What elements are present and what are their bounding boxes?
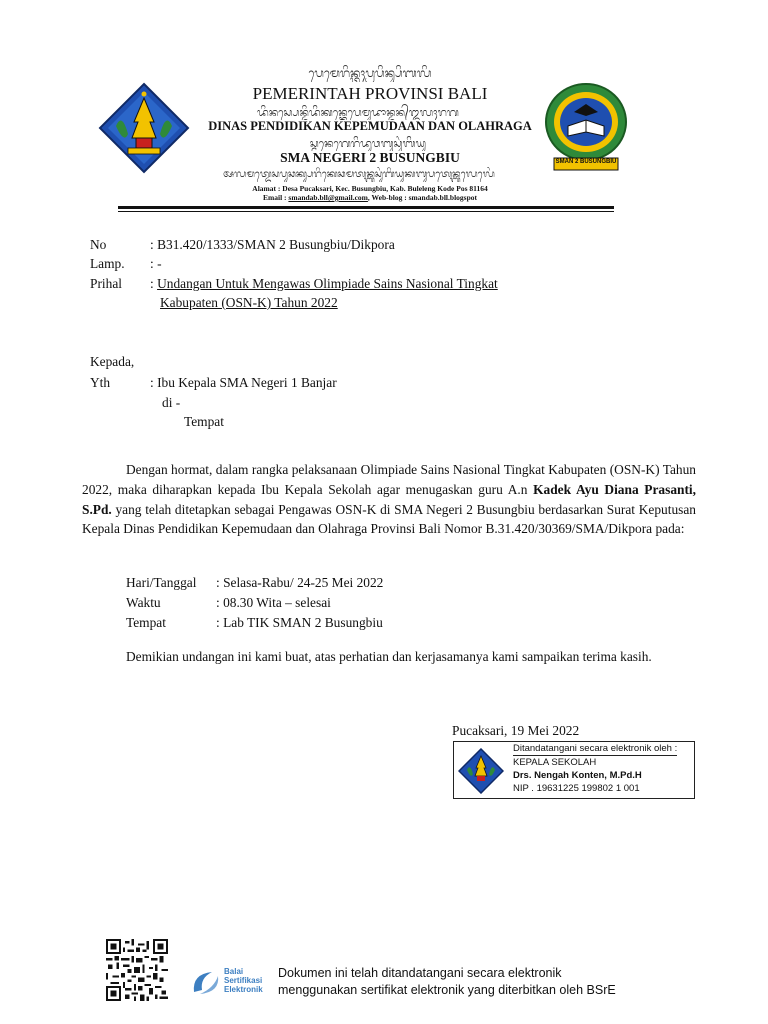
lamp-label: Lamp. — [90, 256, 125, 271]
e-signature-box — [453, 741, 695, 799]
bsre-swirl-icon — [190, 968, 222, 998]
prihal-value — [150, 274, 498, 294]
school-emblem-caption: SMAN 2 BUSUNGBIU — [555, 159, 617, 165]
yth-value: : Ibu Kepala SMA Negeri 1 Banjar — [150, 375, 337, 390]
opening-text-b: yang telah ditetapkan sebagai Pengawas OSN-K di SMA Negeri 2 Busungbiu berdasarkan Surat Keputusan Kepala Dinas Pendidikan Kepemudaan dan Olahraga Provinsi Bali Nomor B.31.420/30369/SMA/Dikpora pada: — [82, 501, 696, 537]
bsre-logo — [190, 964, 276, 1000]
yth-label: Yth — [90, 375, 111, 390]
schedule-place-value: : Lab TIK SMAN 2 Busungbiu — [216, 615, 383, 630]
prihal-subject-line-1: Undangan Untuk Mengawas Olimpiade Sains Nasional Tingkat — [157, 276, 498, 291]
script-line-department: ᬤᬶᬦᬲ᭄ᬧᬾᬦ᭄ᬤᬶᬤᬶᬓᬦ᭄ᬓᬾᬧᬾᬫᬸᬤᬵᬦ᭄ᬤᬦ᭄ᬑᬮᬄᬭᬕ — [257, 106, 459, 119]
tempat-label: Tempat — [184, 414, 224, 429]
blog-label: , Web-blog : — [367, 193, 409, 202]
signer-name: Drs. Nengah Konten, M.Pd.H — [513, 770, 642, 781]
closing-paragraph: Demikian undangan ini kami buat, atas perhatian dan kerjasamanya kami sampaikan terima kasih. — [126, 649, 652, 664]
bali-province-emblem-small — [458, 748, 504, 794]
prihal-subject-line-2: Kabupaten (OSN-K) Tahun 2022 — [160, 295, 338, 310]
place-date: Pucaksari, 19 Mei 2022 — [452, 723, 580, 738]
contact-line — [190, 193, 550, 202]
government-title: PEMERINTAH PROVINSI BALI — [252, 84, 488, 103]
prihal-label: Prihal — [90, 276, 122, 291]
address-line: Alamat : Desa Pucaksari, Kec. Busungbiu, Kab. Buleleng Kode Pos 81164 — [252, 184, 488, 193]
schedule-time-label: Waktu — [126, 595, 161, 610]
lamp-value: : - — [150, 256, 162, 271]
opening-paragraph — [82, 460, 696, 539]
bsre-text-1: Balai — [224, 967, 244, 976]
school-title: SMA NEGERI 2 BUSUNGBIU — [280, 150, 460, 165]
department-title: DINAS PENDIDIKAN KEPEMUDAAN DAN OLAHRAGA — [208, 119, 532, 133]
blog-link[interactable]: smandab.bll.blogspot — [408, 193, 477, 202]
e-signature-notice-line-1: Dokumen ini telah ditandatangani secara elektronik — [278, 966, 562, 980]
recipient-block — [90, 352, 590, 432]
email-link[interactable]: smandab.bll@gmail.com — [288, 193, 368, 202]
bsre-text-2: Sertifikasi — [224, 976, 263, 985]
kepada-label: Kepada, — [90, 354, 135, 369]
prihal-colon: : — [150, 276, 158, 291]
no-label: No — [90, 237, 107, 252]
signer-position: KEPALA SEKOLAH — [513, 757, 597, 768]
letterhead — [0, 0, 768, 215]
e-signature-notice-line-2: menggunakan sertifikat elektronik yang diterbitkan oleh BSrE — [278, 983, 616, 997]
schedule-table — [126, 573, 626, 633]
no-value: : B31.420/1333/SMAN 2 Busungbiu/Dikpora — [150, 237, 395, 252]
script-line-address: ᬅᬮᬫᬢ᭄ᬤᬾᬲᬧᬸᬘᬓ᭄ᬲᬭᬶᬓᬾᬘᬫᬢᬦ᭄ᬩᬸᬲᬸᬂᬩᬶᬬᬸᬓᬩᬸᬧᬢᬾᬦ᭄ᬩᬸᬮᬾᬮᬾᬂ — [223, 169, 495, 180]
script-line-government: ᬧᬾᬫᬾᬭᬶᬦ᭄ᬢᬄᬧ᭄ᬭᬧᬶᬦ᭄ᬲᬶᬩᬮᬶ — [308, 66, 432, 80]
bsre-text-3: Elektronik — [224, 985, 263, 994]
e-signature-title: Ditandatangani secara elektronik oleh : — [513, 743, 678, 754]
schedule-date-value: : Selasa-Rabu/ 24-25 Mei 2022 — [216, 575, 384, 590]
bali-province-emblem — [98, 82, 190, 174]
di-label: di - — [162, 395, 181, 410]
schedule-date-label: Hari/Tanggal — [126, 575, 197, 590]
schedule-place-label: Tempat — [126, 615, 166, 630]
email-label: Email : — [263, 193, 289, 202]
opening-text-a: Dengan hormat, dalam rangka pelaksanaan Olimpiade Sains Nasional Tingkat Kabupaten (OSN-K) Tahun 2022, maka diharapkan kepada Ibu Kepala Sekolah agar menugaskan guru A.n — [82, 462, 696, 497]
script-line-school: ᬲ᭄ᬫᬦᬾᬕᬾᬭᬶᬤᬸᬯᬩᬸᬲᬸᬂᬩᬶᬬᬸ — [309, 137, 427, 150]
schedule-time-value: : 08.30 Wita – selesai — [216, 595, 331, 610]
letterhead-divider-thick — [118, 206, 614, 209]
assigned-teacher-name: Kadek Ayu Diana Prasanti, S.Pd. — [82, 481, 696, 517]
signer-nip: NIP . 19631225 199802 1 001 — [513, 783, 640, 794]
letterhead-divider-thin — [118, 211, 614, 212]
qr-code[interactable] — [106, 939, 168, 1001]
